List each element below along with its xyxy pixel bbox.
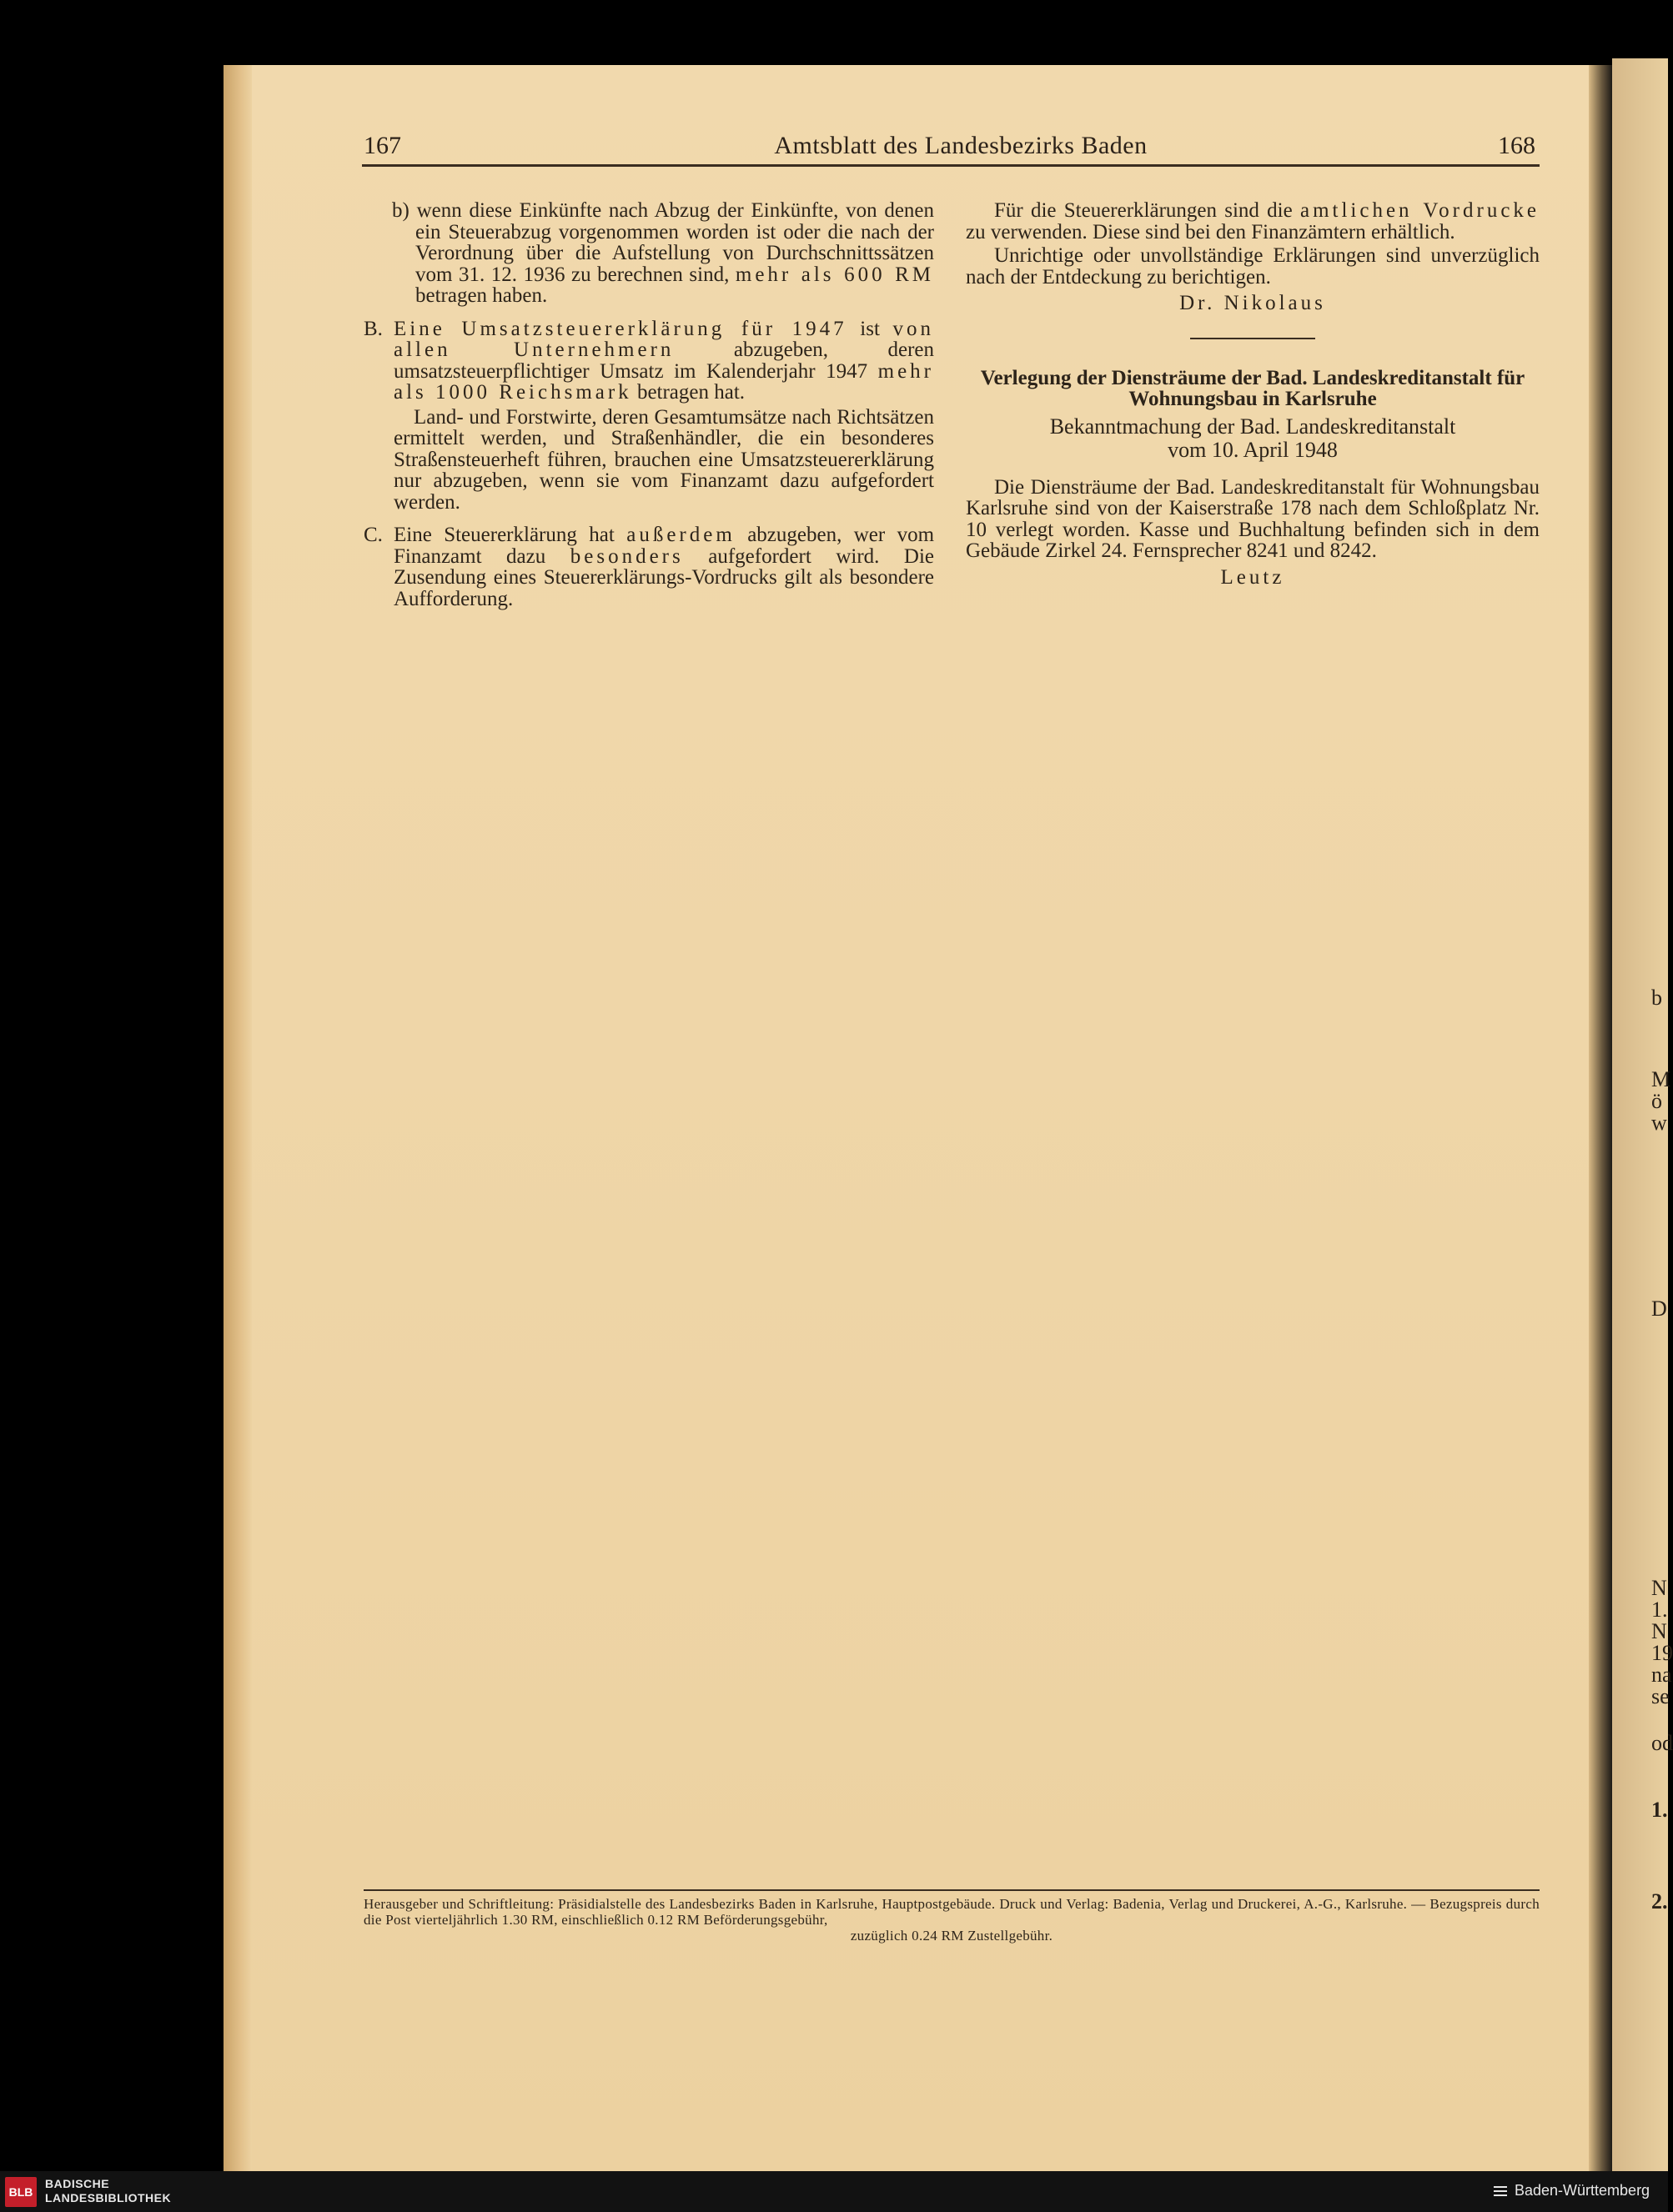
notice-body: Die Diensträume der Bad. Landeskreditanstalt für Wohnungsbau Karlsruhe sind von der Kaiserstraße 178 nach dem Schloßplatz Nr. 10 verlegt worden. Kasse und Buchhaltung befinden sich in dem Gebäude Zirkel 24. Fernsprecher 8241 und 8242. — [966, 475, 1540, 562]
item-B-mark: B. — [364, 317, 383, 340]
notice-headline: Verlegung der Diensträume der Bad. Landeskreditanstalt für Wohnungsbau in Karlsruhe — [980, 366, 1525, 410]
baden-wuerttemberg-label: Baden-Württemberg — [1515, 2182, 1650, 2199]
next-page-fragment: 19 — [1651, 1641, 1673, 1665]
item-C-text: Eine Steuererklärung hat außerdem abzugeben, wer vom Finanzamt dazu besonders aufgefordert wird. Die Zusendung eines Steuererklärungs-Vordrucks gilt als besondere Aufforderung. — [394, 524, 935, 610]
imprint-text-end: zuzüglich 0.24 RM Zustellgebühr. — [850, 1928, 1053, 1944]
right-column — [966, 200, 1540, 588]
next-page-fragment: ö — [1651, 1089, 1662, 1113]
next-page-fragment: 1. — [1651, 1798, 1668, 1822]
section-divider — [1190, 338, 1315, 339]
item-C-mark: C. — [364, 524, 383, 546]
paragraph-berichtigung: Unrichtige oder unvollständige Erklärungen sind unverzüglich nach der Entdeckung zu berichtigen. — [966, 244, 1540, 288]
item-C — [364, 524, 934, 609]
item-B-paragraph-2: Land- und Forstwirte, deren Gesamtumsätze nach Richtsätzen ermittelt werden, und Straßenhändler, die ein besonderes Straßensteuerheft führen, brauchen eine Umsatzsteuererklärung nur abzugeben, wenn sie vom Finanzamt dazu aufgefordert werden. — [394, 405, 934, 514]
next-page-fragment: 2. — [1651, 1889, 1668, 1914]
notice-date: vom 10. April 1948 — [1168, 437, 1338, 462]
page-number-right: 168 — [1498, 132, 1535, 159]
notice-subhead: Bekanntmachung der Bad. Landeskreditanstalt — [1049, 414, 1456, 439]
imprint-footer — [364, 1896, 1540, 1944]
signature-nikolaus: Dr. Nikolaus — [1179, 292, 1326, 314]
next-page-fragment: N — [1651, 1619, 1667, 1643]
item-b-text: b) wenn diese Einkünfte nach Abzug der Einkünfte, von denen ein Steuerabzug vorgenommen worden ist oder die nach der Verordnung über die Aufstellung von Durchschnittssätzen vom 31. 12. 1936 zu berechnen sind, mehr als 600 RM betragen haben. — [392, 199, 935, 307]
page-edge — [224, 65, 252, 2171]
viewer-footer-bar — [0, 2171, 1668, 2212]
next-page-fragment: w — [1651, 1111, 1667, 1135]
next-page-fragment: M — [1651, 1067, 1671, 1091]
blb-logo-icon[interactable]: BLB — [5, 2177, 37, 2207]
imprint-text: Herausgeber und Schriftleitung: Präsidialstelle des Landesbezirks Baden in Karlsruhe, Hauptpostgebäude. Druck und Verlag: Badenia, Verlag und Druckerei, A.-G., Karlsruhe. — Bezugspreis durch die Post vierteljährlich 1.30 RM, einschließlich 0.12 RM Beförderungsgebühr, — [364, 1896, 1540, 1928]
page-title: Amtsblatt des Landesbezirks Baden — [774, 132, 1148, 159]
item-B-text: Eine Umsatzsteuererklärung für 1947 ist von allen Unternehmern abzugeben, deren umsatzsteuerpflichtiger Umsatz im Kalenderjahr 1947 mehr als 1000 Reichsmark betragen hat. — [394, 317, 935, 404]
left-column — [364, 200, 934, 609]
next-page-fragment: se — [1651, 1684, 1670, 1708]
next-page-fragment: na — [1651, 1663, 1672, 1687]
blb-logo-text[interactable]: BADISCHE LANDESBIBLIOTHEK — [45, 2177, 172, 2204]
item-B — [364, 319, 934, 514]
next-page-fragment: b — [1651, 986, 1662, 1010]
footer-rule — [364, 1889, 1540, 1891]
item-b-mark: b) — [392, 199, 409, 222]
next-page-fragment: 1. — [1651, 1598, 1668, 1622]
page-number-left: 167 — [364, 132, 401, 159]
book-gutter — [1589, 65, 1612, 2171]
baden-wuerttemberg-logo[interactable] — [1493, 2182, 1650, 2199]
coat-of-arms-icon — [1493, 2184, 1508, 2199]
header-rule — [362, 164, 1540, 167]
next-page-fragment: D — [1651, 1297, 1667, 1321]
item-b — [364, 200, 934, 307]
signature-leutz: Leutz — [1220, 565, 1285, 589]
next-page-fragment: N — [1651, 1576, 1667, 1600]
paragraph-vordrucke: Für die Steuererklärungen sind die amtlichen Vordrucke zu verwenden. Diese sind bei den Finanzämtern erhältlich. — [966, 199, 1540, 243]
next-page-fragment: od — [1651, 1731, 1673, 1755]
